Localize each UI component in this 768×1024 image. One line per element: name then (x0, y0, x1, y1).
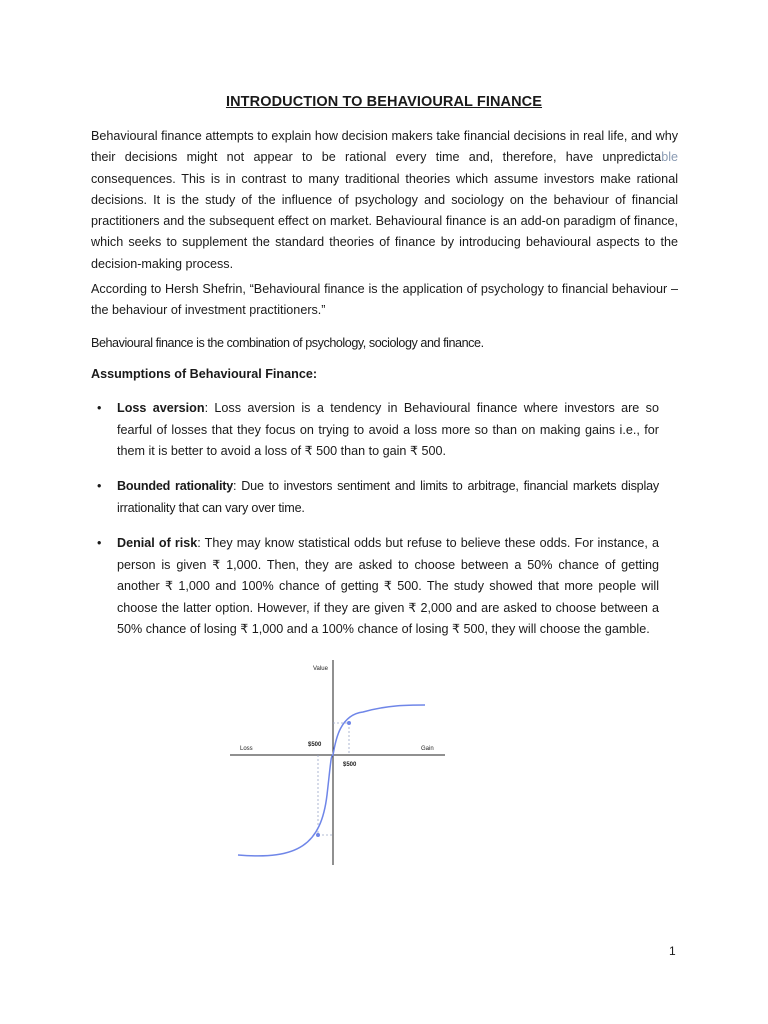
value-function-graph (163, 655, 507, 869)
intro-paragraph (91, 126, 678, 275)
bullet-term: Bounded rationality (117, 479, 234, 493)
loss-axis-label: Loss (240, 746, 253, 752)
bullet-marker: • (97, 401, 102, 415)
gain-point-marker (347, 721, 351, 725)
bullet-text: : They may know statistical odds but refuse to believe these odds. For instance, a person is given ₹ 1,000. Then, they are asked to choose between a 50% chance of getting another ₹ 1,000 and 100% chance of getting ₹ 500. The study showed that more people will choose the latter option. However, if they are given ₹ 2,000 and are asked to choose between a 50% chance of losing ₹ 1,000 and a 100% chance of losing ₹ 500, they will choose the gamble. (117, 536, 659, 636)
bullet-bounded-rationality (117, 476, 659, 519)
value-curve (238, 705, 425, 856)
gain-axis-label: Gain (421, 746, 434, 752)
bullet-text: : Due to investors sentiment and limits to arbitrage, financial markets display irrationality that can vary over time. (117, 479, 659, 515)
bullet-denial-of-risk (117, 533, 659, 641)
bullet-loss-aversion (117, 398, 659, 463)
intro-paragraph-light-fragment: ble (661, 150, 678, 165)
bullet-marker: • (97, 536, 102, 550)
value-axis-label: Value (313, 666, 328, 672)
intro-paragraph-continuation: consequences. This is in contrast to many traditional theories which assume investors make rational decisions. It is the study of the influence of psychology and sociology on the behaviour of financial practitioners and the subsequent effect on market. Behavioural finance is an add-on paradigm of finance, which seeks to supplement the standard theories of finance by introducing behavioural aspects to the decision-making process. (91, 171, 678, 271)
page-title: INTRODUCTION TO BEHAVIOURAL FINANCE (225, 94, 543, 110)
assumptions-heading: Assumptions of Behavioural Finance: (91, 367, 318, 381)
intro-paragraph-text: Behavioural finance attempts to explain how decision makers take financial decisions in real life, and why their decisions might not appear to be rational every time and, therefore, have unpredicta (91, 129, 678, 165)
bullet-marker: • (97, 479, 102, 493)
combination-paragraph: Behavioural finance is the combination of psychology, sociology and finance. (91, 336, 484, 350)
bullet-term: Denial of risk (117, 536, 198, 550)
bullet-text: : Loss aversion is a tendency in Behavioural finance where investors are so fearful of losses that they focus on trying to avoid a loss more so than on making gains i.e., for them it is better to avoid a loss of ₹ 500 than to gain ₹ 500. (117, 401, 659, 458)
loss-point-marker (316, 833, 320, 837)
bullet-term: Loss aversion (117, 401, 205, 415)
x-marker-label: $500 (343, 762, 357, 768)
y-marker-label: $500 (308, 742, 322, 748)
value-function-figure (163, 655, 507, 869)
page-number: 1 (669, 944, 676, 958)
shefrin-quote-paragraph: According to Hersh Shefrin, “Behavioural finance is the application of psychology to financial behaviour – the behaviour of investment practitioners.” (91, 282, 678, 318)
